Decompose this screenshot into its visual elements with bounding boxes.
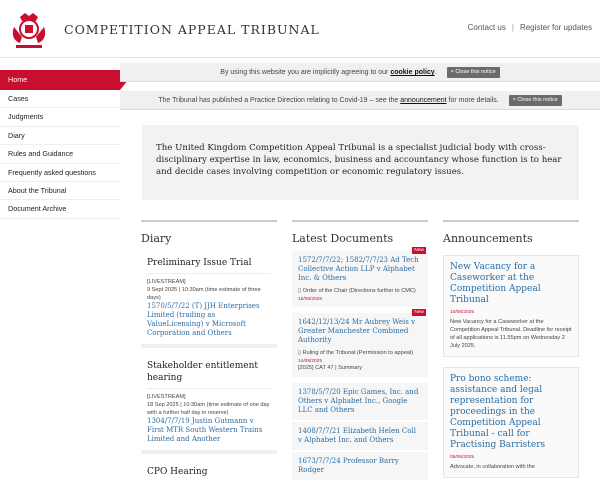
sidebar-item-about[interactable]: About the Tribunal	[0, 182, 120, 200]
announcements-heading: Announcements	[443, 220, 579, 245]
diary-column	[141, 220, 277, 480]
sidebar-item-faq[interactable]: Frequently asked questions	[0, 164, 120, 182]
sidebar-item-archive[interactable]: Document Archive	[0, 200, 120, 218]
diary-item-title[interactable]: Preliminary Issue Trial	[147, 257, 271, 274]
close-covid-notice-button[interactable]: × Close this notice	[509, 95, 562, 106]
diary-case-link[interactable]: 1570/5/7/22 (T) JJH Enterprises Limited (trading as ValueLicensing) v Microsoft Corporation and Others	[147, 302, 260, 337]
document-link[interactable]: 1408/7/7/21 Elizabeth Helen Coll v Alphabet Inc. and Others	[298, 427, 416, 444]
document-link[interactable]: 1673/7/7/24 Professor Barry Rodger	[298, 457, 399, 474]
document-item: New 1642/12/13/24 Mr Aubrey Weis v Greater Manchester Combined Authority ▯ Ruling of the Tribunal (Permission to appeal) 14/08/2025 [2025] CAT 47 | Summary	[292, 313, 428, 377]
document-item	[292, 383, 428, 420]
register-link[interactable]: Register for updates	[519, 23, 592, 32]
document-icon: ▯	[298, 288, 303, 294]
docs-heading: Latest Documents	[292, 220, 428, 245]
sidebar-item-cases[interactable]: Cases	[0, 90, 120, 108]
document-item	[292, 452, 428, 480]
close-cookie-notice-button[interactable]: × Close this notice	[447, 67, 500, 78]
covid-banner: The Tribunal has published a Practice Direction relating to Covid-19 – see the announcement for more details. × Close this notice	[120, 91, 600, 110]
announcements-column	[443, 220, 579, 478]
announcement-link[interactable]: announcement	[400, 97, 447, 104]
site-title[interactable]: COMPETITION APPEAL TRIBUNAL	[64, 22, 320, 37]
cookie-banner: By using this website you are implicitly agreeing to our cookie policy. × Close this notice	[120, 63, 600, 82]
new-badge: New	[414, 310, 424, 315]
document-link[interactable]: 1642/12/13/24 Mr Aubrey Weis v Greater Manchester Combined Authority	[298, 318, 416, 344]
intro-text: The United Kingdom Competition Appeal Tribunal is a specialist judicial body with cross-disciplinary expertise in law, economics, business and accountancy whose function is to hear and decide cases involving competition or economic regulatory issues.	[142, 125, 579, 200]
document-link[interactable]: 1572/7/7/22; 1582/7/7/23 Ad Tech Collective Action LLP v Alphabet Inc. & Others	[298, 256, 419, 282]
cookie-policy-link[interactable]: cookie policy	[390, 69, 435, 76]
document-icon: ▯	[298, 350, 303, 356]
document-link[interactable]: 1378/5/7/20 Epic Games, Inc. and Others v Alphabet Inc., Google LLC and Others	[298, 388, 419, 414]
sidebar-nav	[0, 70, 120, 480]
diary-item: Stakeholder entitlement hearing [LIVESTREAM] 18 Sep 2025 | 10:30am (time estimate of one day with a further half day in reserve) 1304/7/7/19 Justin Gutmann v First MTR South Western Trains Limited and Another	[141, 354, 277, 454]
close-icon: ×	[450, 68, 456, 75]
diary-heading: Diary	[141, 220, 277, 245]
contact-link[interactable]: Contact us	[467, 23, 506, 32]
latest-documents-column	[292, 220, 428, 480]
announcement-title[interactable]: New Vacancy for a Caseworker at the Competition Appeal Tribunal	[450, 262, 541, 305]
diary-item-title[interactable]: CPO Hearing	[147, 466, 271, 480]
announcement-title[interactable]: Pro bono scheme: assistance and legal representation for proceedings in the Competition Appeal Tribunal - call for Practising Barristers	[450, 374, 546, 450]
site-header	[0, 0, 600, 58]
sidebar-item-diary[interactable]: Diary	[0, 127, 120, 145]
sidebar-item-home[interactable]: Home	[0, 70, 120, 90]
sidebar-item-judgments[interactable]: Judgments	[0, 108, 120, 126]
document-item	[292, 422, 428, 450]
top-links: Contact us | Register for updates	[467, 23, 592, 32]
close-icon: ×	[512, 96, 518, 103]
sidebar-item-rules[interactable]: Rules and Guidance	[0, 145, 120, 163]
diary-item	[141, 460, 277, 480]
document-item: New 1572/7/7/22; 1582/7/7/23 Ad Tech Collective Action LLP v Alphabet Inc. & Others ▯ Order of the Chair (Directions further to CMC) 15/08/2025	[292, 251, 428, 307]
diary-item-title[interactable]: Stakeholder entitlement hearing	[147, 360, 271, 389]
announcement-item: New Vacancy for a Caseworker at the Competition Appeal Tribunal 10/06/2025 New Vacancy for a Caseworker at the Competition Appeal Tribunal. Deadline for receipt of all applications is 11.55pm on Wednesday 2 July 2025.	[443, 255, 579, 357]
diary-case-link[interactable]: 1304/7/7/19 Justin Gutmann v First MTR South Western Trains Limited and Another	[147, 417, 263, 443]
announcement-item: Pro bono scheme: assistance and legal representation for proceedings in the Competition Appeal Tribunal - call for Practising Barristers 05/06/2025 Advocate, in collaboration with the	[443, 367, 579, 478]
new-badge: New	[414, 248, 424, 253]
diary-item: Preliminary Issue Trial [LIVESTREAM] 9 Sept 2025 | 10:30am (time estimate of three days) 1570/5/7/22 (T) JJH Enterprises Limited (trading as ValueLicensing) v Microsoft Corporation and Others	[141, 251, 277, 348]
royal-crest-logo[interactable]	[8, 9, 50, 51]
